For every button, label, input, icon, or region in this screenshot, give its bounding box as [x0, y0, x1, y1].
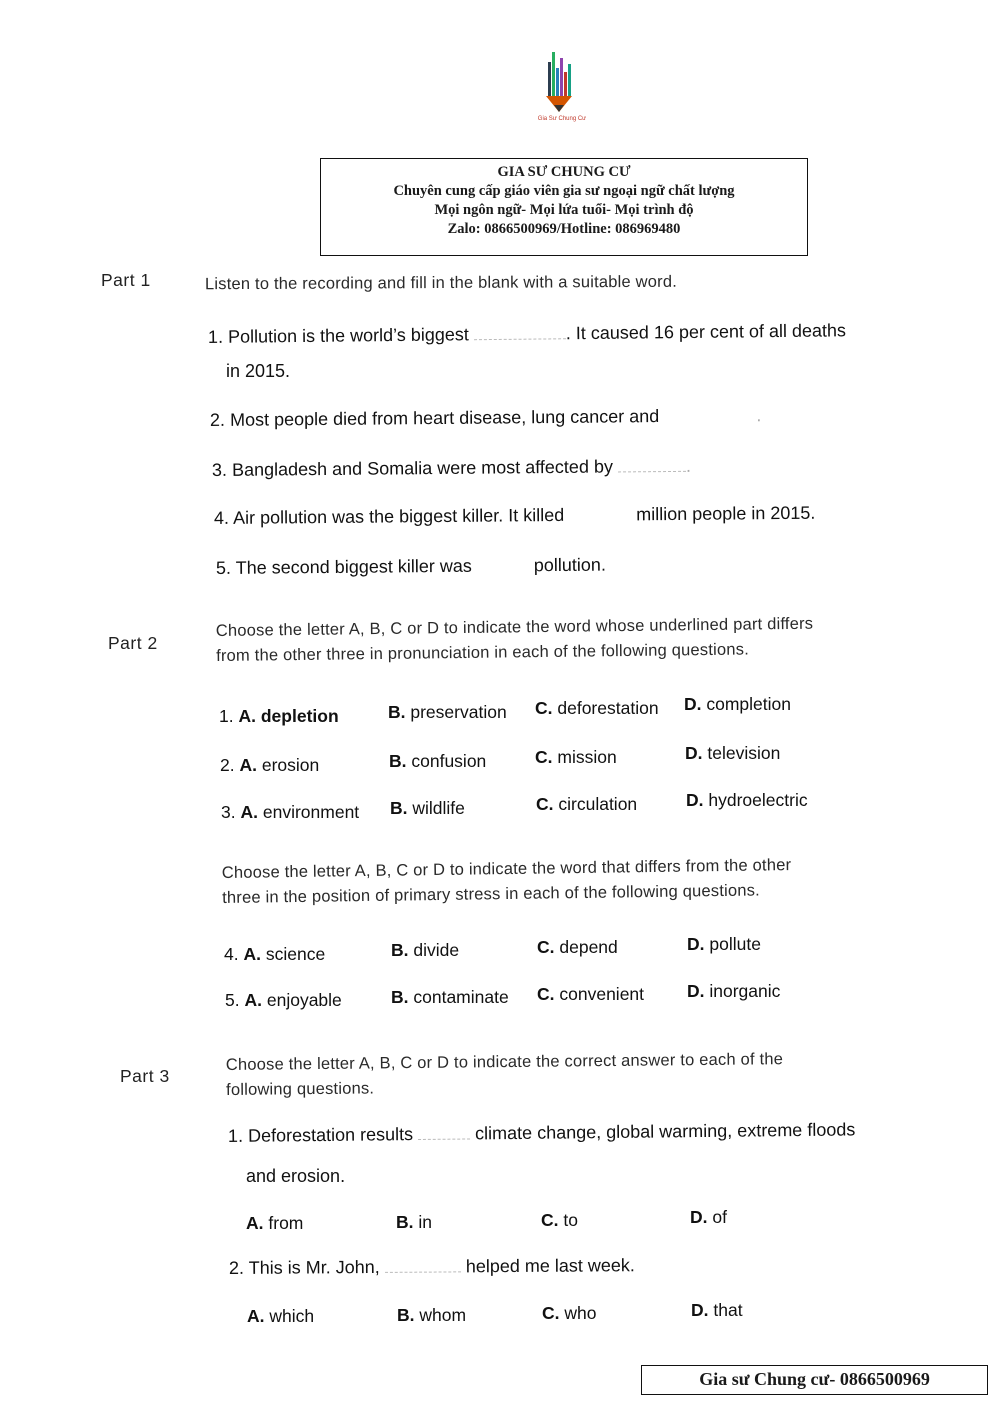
instruction-line: from the other three in pronunciation in each of the following questions.: [216, 640, 750, 665]
part2-q5-option-c[interactable]: [537, 984, 644, 1005]
part3-instruction: [226, 1047, 784, 1103]
option-key: B.: [390, 798, 408, 818]
option-text: completion: [706, 694, 792, 714]
part1-q1: [208, 320, 846, 348]
option-text: who: [564, 1303, 597, 1323]
q-text: million people in 2015.: [636, 502, 816, 525]
instruction-line: following questions.: [226, 1079, 375, 1099]
part2-stress-instruction: [222, 853, 792, 911]
part3-q1-option-c[interactable]: [541, 1210, 578, 1231]
part3-q2-option-b[interactable]: [397, 1305, 466, 1326]
option-key: C.: [536, 794, 554, 814]
header-box: [320, 158, 808, 256]
option-key: B.: [391, 987, 409, 1007]
q-text: helped me last week.: [465, 1255, 635, 1277]
option-text: to: [563, 1210, 578, 1230]
option-key: D.: [687, 934, 705, 954]
part2-q5-option-b[interactable]: [391, 987, 509, 1008]
part1-q1-cont: in 2015.: [226, 361, 291, 381]
option-key: A.: [246, 1213, 264, 1233]
answer-blank[interactable]: [569, 505, 631, 521]
option-key: B.: [396, 1212, 414, 1232]
option-text: environment: [262, 802, 360, 822]
part2-q4-option-d[interactable]: [687, 934, 761, 955]
part3-q1-cont: and erosion.: [246, 1166, 346, 1186]
option-key: B.: [388, 702, 406, 722]
option-text: wildlife: [412, 798, 465, 818]
part3-q2: [229, 1255, 635, 1279]
option-key: D.: [684, 694, 702, 714]
part3-q2-option-c[interactable]: [542, 1303, 596, 1324]
option-text: science: [265, 944, 326, 964]
part3-q1-option-d[interactable]: [690, 1207, 727, 1228]
q-text: Air pollution was the biggest killer. It killed: [232, 504, 565, 528]
part1-q2: [210, 405, 761, 431]
part1-instruction: Listen to the recording and fill in the blank with a suitable word.: [204, 272, 678, 294]
q-number: 1.: [227, 1125, 244, 1146]
part2-q1-option-d[interactable]: [684, 694, 791, 715]
option-text: which: [269, 1306, 315, 1326]
part2-q3-option-a[interactable]: [221, 802, 359, 823]
part2-q2-option-d[interactable]: [685, 743, 780, 764]
part1-q3: [212, 456, 691, 481]
option-key: C.: [542, 1303, 560, 1323]
option-text: that: [713, 1300, 743, 1320]
option-text: from: [268, 1213, 304, 1233]
part3-q1-option-b[interactable]: [396, 1212, 432, 1233]
option-key: C.: [537, 984, 555, 1004]
option-text: in: [418, 1212, 432, 1232]
q-text: This is Mr. John,: [248, 1256, 380, 1278]
option-key: C.: [535, 698, 553, 718]
q-number: 4.: [213, 507, 230, 528]
part3-q2-option-a[interactable]: [247, 1306, 314, 1327]
part2-q3-option-c[interactable]: [536, 794, 637, 815]
part2-q2-option-c[interactable]: [535, 747, 617, 768]
part1-q4: [214, 503, 816, 529]
option-key: D.: [685, 743, 703, 763]
q-number: 5.: [225, 990, 240, 1010]
option-text: inorganic: [709, 981, 781, 1001]
header-subtitle: Mọi ngôn ngữ- Mọi lứa tuổi- Mọi trình độ: [434, 202, 694, 218]
part2-q4-option-a[interactable]: [224, 944, 325, 965]
option-text: of: [712, 1207, 727, 1227]
option-key: D.: [691, 1300, 709, 1320]
option-text: pollute: [709, 934, 761, 954]
q-number: 5.: [215, 557, 232, 578]
q-text: Most people died from heart disease, lung cancer and: [229, 406, 660, 430]
option-text: preservation: [410, 702, 507, 722]
part2-q1-option-a[interactable]: [219, 706, 339, 727]
part2-q2-option-b[interactable]: [389, 751, 486, 772]
q-text: .: [685, 455, 692, 476]
q-number: 2.: [220, 755, 235, 775]
q-text: pollution.: [533, 554, 606, 576]
option-text: contaminate: [413, 987, 509, 1007]
option-key: A.: [238, 706, 256, 726]
option-key: A.: [244, 990, 262, 1010]
option-text: erosion: [261, 755, 320, 775]
answer-blank[interactable]: [474, 324, 566, 340]
part3-q2-option-d[interactable]: [691, 1300, 743, 1321]
option-text: enjoyable: [266, 990, 342, 1010]
option-text: depletion: [260, 706, 339, 726]
footer-contact-box: Gia sư Chung cư- 0866500969: [641, 1365, 988, 1395]
option-key: A.: [247, 1306, 265, 1326]
q-number: 3.: [221, 802, 236, 822]
header-title: GIA SƯ CHUNG CƯ: [497, 164, 631, 180]
q-number: 4.: [224, 944, 239, 964]
option-text: circulation: [558, 794, 638, 814]
part1-q5: [216, 555, 606, 579]
q-text: Deforestation results: [247, 1124, 414, 1146]
option-text: depend: [559, 937, 618, 957]
part2-q1-option-c[interactable]: [535, 698, 659, 719]
option-key: C.: [535, 747, 553, 767]
option-key: A.: [243, 944, 261, 964]
option-text: television: [707, 743, 781, 763]
part2-q4-option-c[interactable]: [537, 937, 618, 958]
q-text: Bangladesh and Somalia were most affected by: [231, 456, 614, 480]
option-key: C.: [541, 1210, 559, 1230]
instruction-line: three in the position of primary stress in each of the following questions.: [222, 881, 761, 907]
part2-label: Part 2: [108, 633, 158, 653]
q-text: Pollution is the world’s biggest: [227, 324, 469, 347]
part2-q1-option-b[interactable]: [388, 702, 507, 723]
header-contact: Zalo: 0866500969/Hotline: 086969480: [447, 221, 681, 237]
part1-label: Part 1: [101, 270, 151, 290]
option-text: hydroelectric: [708, 790, 808, 810]
part2-q2-option-a[interactable]: [220, 755, 319, 776]
option-key: A.: [240, 802, 258, 822]
answer-blank[interactable]: [664, 406, 756, 422]
instruction-line: Choose the letter A, B, C or D to indicate the word whose underlined part differs: [215, 614, 814, 641]
option-key: D.: [690, 1207, 708, 1227]
logo-caption: Gia Sư Chung Cư: [537, 116, 587, 122]
answer-blank[interactable]: [618, 457, 686, 473]
option-key: D.: [686, 790, 704, 810]
q-text: climate change, global warming, extreme floods: [475, 1119, 856, 1144]
option-key: A.: [239, 755, 257, 775]
option-key: D.: [687, 981, 705, 1001]
part3-label: Part 3: [120, 1066, 170, 1086]
part2-instruction: [216, 612, 814, 669]
option-text: whom: [419, 1305, 467, 1325]
option-text: deforestation: [557, 698, 659, 718]
q-number: 1.: [207, 326, 224, 347]
part2-q3-option-d[interactable]: [686, 790, 808, 811]
option-key: B.: [391, 940, 409, 960]
q-text: The second biggest killer was: [235, 555, 472, 578]
option-key: B.: [389, 751, 407, 771]
option-text: convenient: [559, 984, 645, 1004]
option-key: B.: [397, 1305, 415, 1325]
q-number: 3.: [211, 459, 228, 480]
q-number: 2.: [228, 1257, 245, 1278]
instruction-line: Choose the letter A, B, C or D to indicate the word that differs from the other: [221, 856, 792, 883]
option-text: confusion: [411, 751, 487, 771]
q-text: .: [756, 405, 762, 426]
q-text: . It caused 16 per cent of all deaths: [565, 320, 847, 344]
q-number: 1.: [219, 706, 234, 726]
part3-q1-option-a[interactable]: [246, 1213, 303, 1234]
q-number: 2.: [209, 409, 226, 430]
part3-q1: [228, 1119, 856, 1147]
instruction-line: Choose the letter A, B, C or D to indicate the correct answer to each of the: [225, 1050, 784, 1075]
part2-q3-option-b[interactable]: [390, 798, 465, 819]
part2-q5-option-d[interactable]: [687, 981, 780, 1002]
answer-blank[interactable]: [385, 1257, 461, 1273]
answer-blank[interactable]: [477, 556, 529, 571]
option-text: divide: [413, 940, 460, 960]
answer-blank[interactable]: [418, 1124, 470, 1140]
option-text: mission: [557, 747, 617, 767]
option-key: C.: [537, 937, 555, 957]
part2-q5-option-a[interactable]: [225, 990, 342, 1011]
header-tagline: Chuyên cung cấp giáo viên gia sư ngoại ngữ chất lượng: [393, 183, 735, 199]
part2-q4-option-b[interactable]: [391, 940, 459, 961]
